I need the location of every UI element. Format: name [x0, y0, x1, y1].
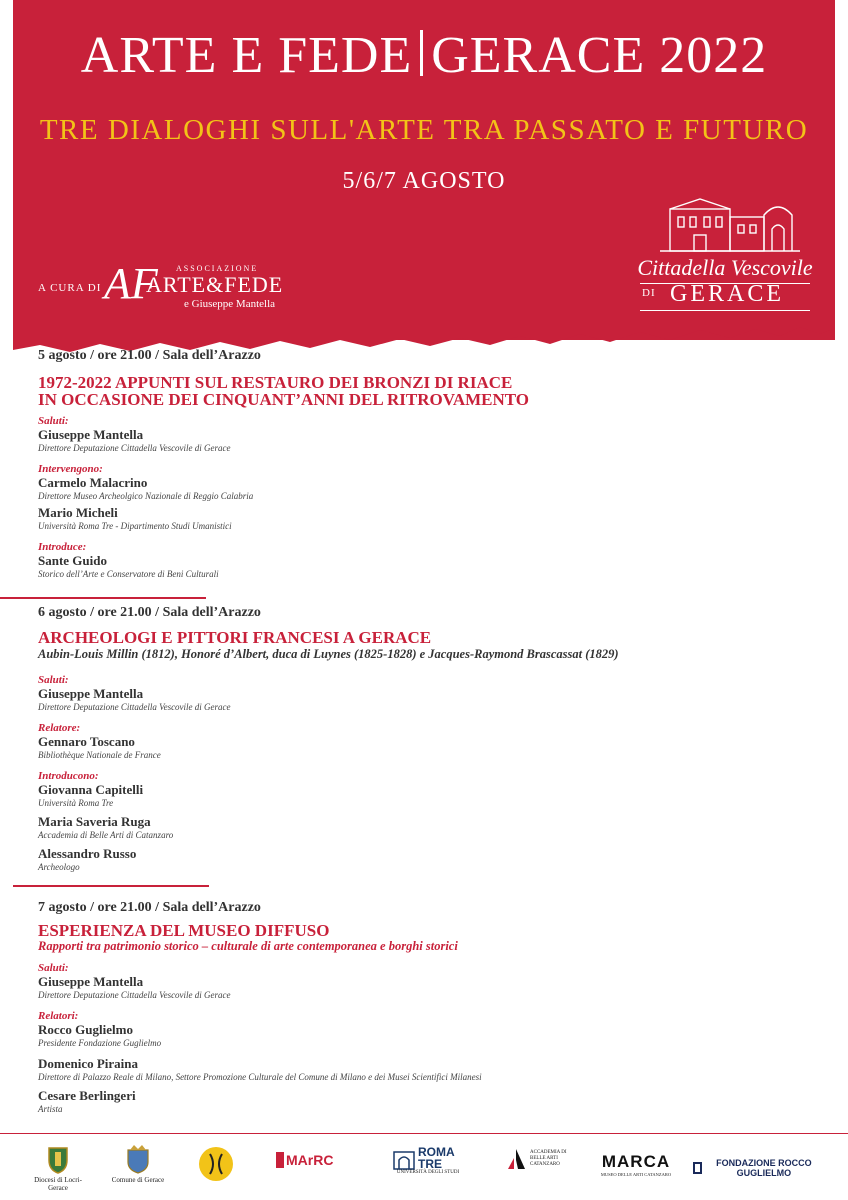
- venue-di: DI: [642, 287, 656, 299]
- arte-fede-circle-logo: [196, 1146, 236, 1184]
- speaker-title: Accademia di Belle Arti di Catanzaro: [38, 830, 174, 840]
- event-title-line: IN OCCASIONE DEI CINQUANT’ANNI DEL RITROVAMENTO: [38, 390, 530, 409]
- sponsor-logos: [0, 1140, 848, 1200]
- speaker-name: Alessandro Russo: [38, 846, 137, 861]
- title-divider: [420, 30, 423, 76]
- event-when: 5 agosto / ore 21.00 / Sala dell’Arazzo: [38, 348, 261, 363]
- arte-fede-logo: [104, 258, 284, 314]
- roma-tre-top: ROMA: [418, 1145, 455, 1159]
- event-when: 7 agosto / ore 21.00 / Sala dell’Arazzo: [38, 900, 261, 915]
- speaker-name: Giuseppe Mantella: [38, 427, 144, 442]
- event-3: [38, 900, 818, 1124]
- role-label: Saluti:: [38, 415, 69, 427]
- event-when: 6 agosto / ore 21.00 / Sala dell’Arazzo: [38, 605, 261, 620]
- accademia-label: ACCADEMIA DI BELLE ARTI CATANZARO: [530, 1150, 567, 1167]
- event-title-line: ARCHEOLOGI E PITTORI FRANCESI A GERACE: [38, 628, 432, 647]
- speaker-group: [38, 415, 818, 453]
- af-assoc-label: ASSOCIAZIONE: [176, 264, 259, 273]
- comune-label: Comune di Gerace: [111, 1176, 165, 1184]
- venue-name: Cittadella Vescovile: [637, 255, 813, 280]
- speaker-title: Archeologo: [38, 862, 80, 872]
- role-label: Relatori:: [38, 1010, 79, 1022]
- speaker-name: Rocco Guglielmo: [38, 1022, 133, 1037]
- speaker-title: Bibliothèque Nationale de France: [38, 750, 161, 760]
- af-assoc-name: ARTE&FEDE: [146, 272, 284, 297]
- page-title: [0, 27, 848, 84]
- cittadella-vescovile-logo: [630, 195, 820, 315]
- comune-logo: [103, 1144, 173, 1184]
- marca-sub: MUSEO DELLE ARTI CATANZARO: [600, 1172, 672, 1177]
- speaker-title: Artista: [38, 1104, 63, 1114]
- fondazione-logo: [693, 1158, 823, 1178]
- event-title: [38, 629, 818, 646]
- diocesi-crest-icon: [43, 1144, 73, 1174]
- event-2: [38, 605, 818, 882]
- speaker-title: Direttore di Palazzo Reale di Milano, Settore Promozione Culturale del Comune di Milano e dei Musei Scientifici Milanesi: [38, 1072, 482, 1082]
- speaker-title: Università Roma Tre: [38, 798, 114, 808]
- roma-tre-sub: UNIVERSITÀ DEGLI STUDI: [396, 1170, 460, 1175]
- speaker-name: Gennaro Toscano: [38, 734, 135, 749]
- fondazione-mark-icon: [693, 1162, 702, 1174]
- event-description: Rapporti tra patrimonio storico – culturale di arte contemporanea e borghi storici: [38, 939, 458, 953]
- marrc-mark-icon: [276, 1152, 284, 1168]
- speaker-title: Storico dell’Arte e Conservatore di Beni Culturali: [38, 569, 219, 579]
- comune-crest-icon: [124, 1144, 152, 1174]
- af-assoc-sub: e Giuseppe Mantella: [184, 298, 276, 310]
- speaker-title: Direttore Deputazione Cittadella Vescovile di Gerace: [38, 443, 231, 453]
- role-label: Relatore:: [38, 722, 81, 734]
- speaker-group: [38, 463, 818, 531]
- accademia-logo: [506, 1148, 586, 1170]
- speaker-name: Giovanna Capitelli: [38, 782, 144, 797]
- speaker-name: Giuseppe Mantella: [38, 974, 144, 989]
- marca-logo: [593, 1152, 679, 1177]
- title-left: ARTE E FEDE: [80, 27, 413, 84]
- roma-tre-bottom: TRE: [418, 1157, 442, 1171]
- title-right: GERACE 2022: [431, 27, 768, 84]
- speaker-group: [38, 1010, 818, 1114]
- curated-by-label: A CURA DI: [38, 282, 102, 294]
- roma-tre-logo: [393, 1146, 463, 1175]
- role-label: Intervengono:: [38, 463, 103, 475]
- speaker-title: Direttore Deputazione Cittadella Vescovile di Gerace: [38, 990, 231, 1000]
- event-title-line: ESPERIENZA DEL MUSEO DIFFUSO: [38, 921, 330, 940]
- event-title: [38, 922, 818, 939]
- marrc-label: MArRC: [286, 1152, 334, 1168]
- speaker-name: Domenico Piraina: [38, 1056, 139, 1071]
- marrc-logo: [276, 1152, 346, 1168]
- gold-circle-icon: [198, 1146, 234, 1182]
- speaker-name: Carmelo Malacrino: [38, 475, 148, 490]
- role-label: Saluti:: [38, 962, 69, 974]
- role-label: Saluti:: [38, 674, 69, 686]
- marca-label: MARCA: [601, 1152, 671, 1171]
- subtitle: TRE DIALOGHI SULL'ARTE TRA PASSATO E FUTURO: [39, 114, 809, 146]
- event-title: [38, 374, 818, 408]
- section-divider: [0, 597, 206, 599]
- speaker-name: Cesare Berlingeri: [38, 1088, 136, 1103]
- speaker-title: Presidente Fondazione Guglielmo: [38, 1038, 162, 1048]
- speaker-name: Maria Saveria Ruga: [38, 814, 151, 829]
- role-label: Introduce:: [38, 541, 87, 553]
- event-title-line: 1972-2022 APPUNTI SUL RESTAURO DEI BRONZI DI RIACE: [38, 373, 513, 392]
- af-monogram: AF: [104, 259, 158, 308]
- speaker-name: Sante Guido: [38, 553, 107, 568]
- speaker-group: [38, 962, 818, 1000]
- speaker-title: Direttore Deputazione Cittadella Vescovile di Gerace: [38, 702, 231, 712]
- speaker-name: Giuseppe Mantella: [38, 686, 144, 701]
- role-label: Introducono:: [38, 770, 99, 782]
- footer-divider: [0, 1133, 848, 1134]
- venue-place: GERACE: [670, 281, 784, 307]
- speaker-group: [38, 722, 818, 760]
- event-description: Aubin-Louis Millin (1812), Honoré d’Albert, duca di Luynes (1825-1828) e Jacques-Raymond Brascassat (1829): [38, 647, 619, 661]
- cathedral-icon: [660, 195, 800, 257]
- speaker-title: Direttore Museo Archeolgico Nazionale di Reggio Calabria: [38, 491, 254, 501]
- speaker-title: Università Roma Tre - Dipartimento Studi Umanistici: [38, 521, 232, 531]
- diocesi-logo: [28, 1144, 88, 1192]
- roma-tre-arch-icon: [393, 1148, 415, 1170]
- section-divider: [13, 885, 209, 887]
- diocesi-label: Diocesi di Locri-Gerace: [34, 1176, 82, 1192]
- event-dates: 5/6/7 AGOSTO: [342, 168, 506, 194]
- fondazione-label: FONDAZIONE ROCCO GUGLIELMO: [716, 1158, 812, 1178]
- speaker-name: Mario Micheli: [38, 505, 118, 520]
- speaker-group: [38, 770, 818, 872]
- speaker-group: [38, 674, 818, 712]
- event-1: [38, 348, 818, 589]
- accademia-triangle-icon: [506, 1148, 526, 1170]
- speaker-group: [38, 541, 818, 579]
